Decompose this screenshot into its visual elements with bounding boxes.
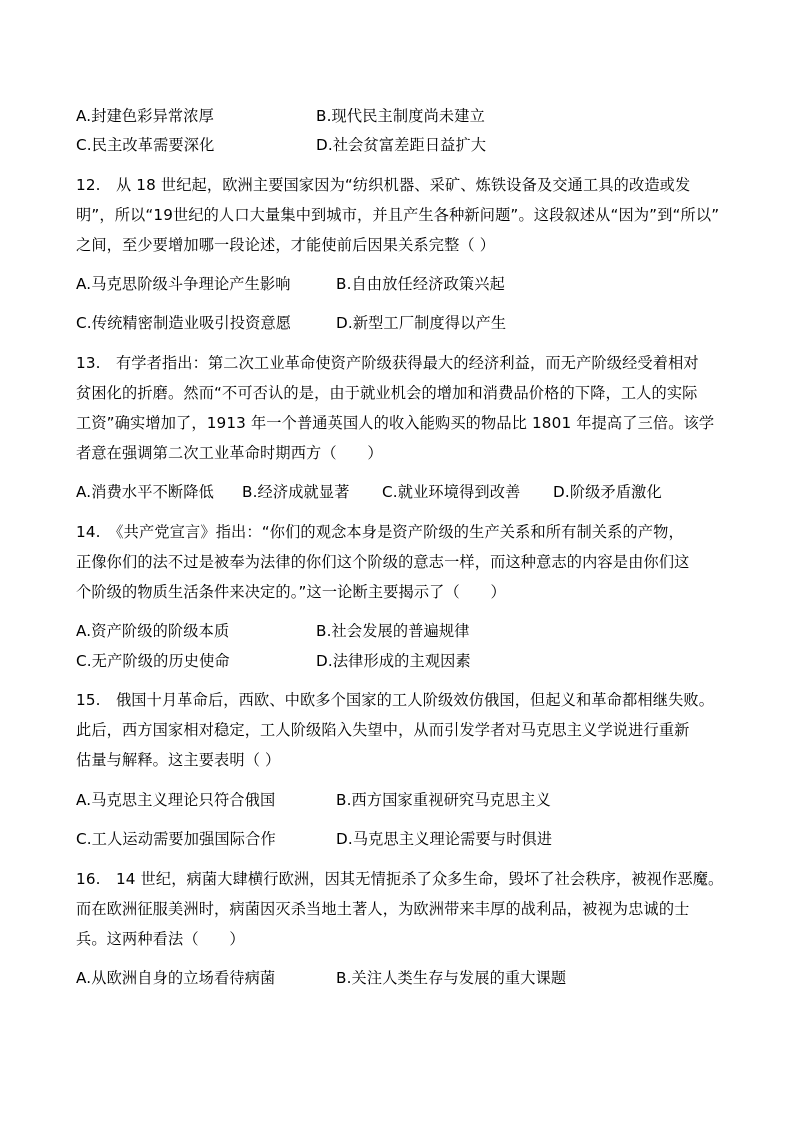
q13-option-d: D.阶级矛盾激化	[553, 483, 662, 501]
q13-stem-line-2: 贫困化的折磨。然而“不可否认的是，由于就业机会的增加和消费品价格的下降，工人的实际	[76, 384, 698, 402]
q16-option-a: A.从欧洲自身的立场看待病菌	[76, 969, 276, 987]
q12-stem-line-2: 明”，所以“19世纪的人口大量集中到城市，并且产生各种新问题”。这段叙述从“因为”到“所以”	[76, 206, 720, 224]
q15-option-a: A.马克思主义理论只符合俄国	[76, 791, 276, 809]
q14-stem-line-1: 14. 《共产党宣言》指出：“你们的观念本身是资产阶级的生产关系和所有制关系的产物，	[76, 523, 684, 541]
q12-stem-line-3: 之间，至少要增加哪一段论述，才能使前后因果关系完整（ ）	[76, 236, 496, 254]
q11-option-b: B.现代民主制度尚未建立	[316, 107, 485, 125]
q15-options-row-2	[76, 829, 553, 849]
q12-option-c: C.传统精密制造业吸引投资意愿	[76, 314, 292, 332]
q12-option-d: D.新型工厂制度得以产生	[336, 314, 507, 332]
q16-option-b: B.关注人类生存与发展的重大课题	[336, 969, 567, 987]
q14-option-a: A.资产阶级的阶级本质	[76, 622, 230, 640]
q16-options-row-1	[76, 968, 567, 988]
q13-stem-line-3: 工资”确实增加了，1913 年一个普通英国人的收入能购买的物品比 1801 年提高了三倍。该学	[76, 414, 715, 432]
q14-stem-line-3: 个阶级的物质生活条件来决定的。”这一论断主要揭示了（ ）	[76, 583, 506, 601]
q12-option-a: A.马克思阶级斗争理论产生影响	[76, 275, 291, 293]
q12-options-row-2	[76, 313, 507, 333]
q13-stem-line-1: 13. 有学者指出：第二次工业革命使资产阶级获得最大的经济利益，而无产阶级经受着相对	[76, 354, 699, 372]
q15-options-row-1	[76, 790, 551, 810]
q15-option-c: C.工人运动需要加强国际合作	[76, 830, 276, 848]
q14-option-d: D.法律形成的主观因素	[316, 652, 471, 670]
q12-option-b: B.自由放任经济政策兴起	[336, 275, 505, 293]
q15-option-d: D.马克思主义理论需要与时俱进	[336, 830, 553, 848]
q15-stem-line-1: 15. 俄国十月革命后，西欧、中欧多个国家的工人阶级效仿俄国，但起义和革命都相继失败。	[76, 691, 715, 709]
q13-option-a: A.消费水平不断降低	[76, 483, 214, 501]
q11-options-row-2	[76, 135, 487, 155]
q14-options-row-1	[76, 621, 470, 641]
q13-stem-line-4: 者意在强调第二次工业革命时期西方（ ）	[76, 444, 383, 462]
q14-stem-line-2: 正像你们的法不过是被奉为法律的你们这个阶级的意志一样，而这种意志的内容是由你们这	[76, 553, 690, 571]
q14-options-row-2	[76, 651, 471, 671]
q14-option-c: C.无产阶级的历史使命	[76, 652, 230, 670]
q15-stem-line-2: 此后，西方国家相对稳定，工人阶级陷入失望中，从而引发学者对马克思主义学说进行重新	[76, 721, 690, 739]
q13-option-c: C.就业环境得到改善	[382, 483, 521, 501]
q11-options-row-1	[76, 106, 485, 126]
q12-stem-line-1: 12. 从 18 世纪起，欧洲主要国家因为“纺织机器、采矿、炼铁设备及交通工具的改造或发	[76, 176, 691, 194]
q11-option-c: C.民主改革需要深化	[76, 136, 215, 154]
q13-option-b: B.经济成就显著	[242, 483, 350, 501]
q14-option-b: B.社会发展的普遍规律	[316, 622, 470, 640]
q11-option-d: D.社会贫富差距日益扩大	[316, 136, 487, 154]
q16-stem-line-1: 16. 14 世纪，病菌大肆横行欧洲，因其无情扼杀了众多生命，毁坏了社会秩序，被视作恶魔。	[76, 870, 724, 888]
q13-options-row	[76, 482, 662, 502]
q15-stem-line-3: 估量与解释。这主要表明（ ）	[76, 751, 281, 769]
q16-stem-line-2: 而在欧洲征服美洲时，病菌因灭杀当地土著人，为欧洲带来丰厚的战利品，被视为忠诚的士	[76, 900, 690, 918]
q16-stem-line-3: 兵。这两种看法（ ）	[76, 930, 245, 948]
q15-option-b: B.西方国家重视研究马克思主义	[336, 791, 551, 809]
q11-option-a: A.封建色彩异常浓厚	[76, 107, 214, 125]
q12-options-row-1	[76, 274, 505, 294]
